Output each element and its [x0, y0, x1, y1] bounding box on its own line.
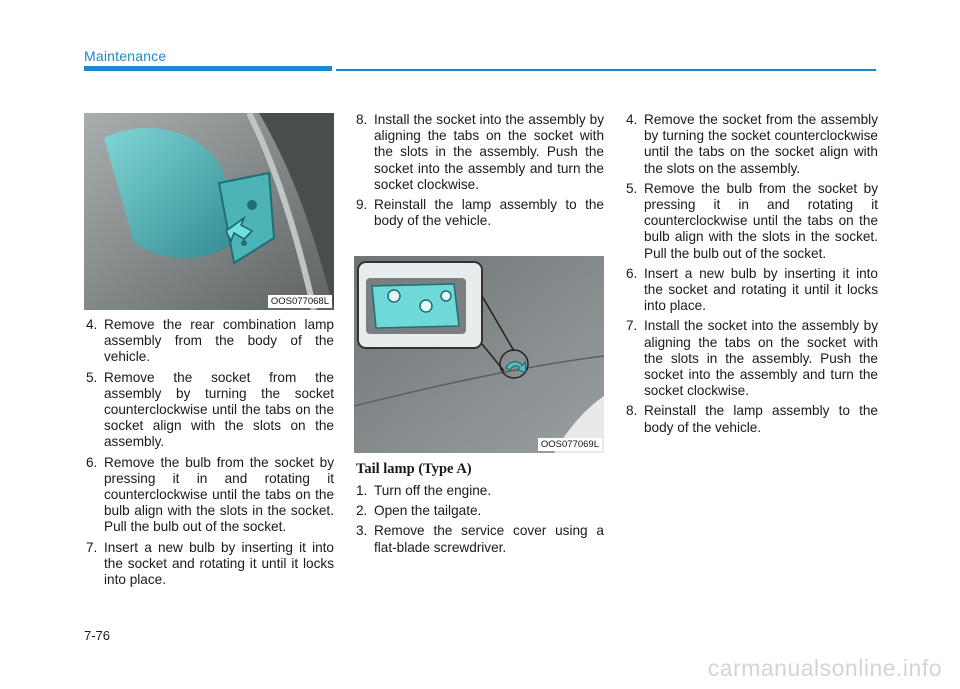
- figure-tail-lamp-cover: [354, 256, 604, 453]
- step-number: 8.: [626, 403, 638, 419]
- tail-lamp-section: [356, 461, 604, 560]
- step-number: 5.: [86, 369, 98, 385]
- step-text: Remove the rear combination lamp assembly from the body of the vehicle.: [104, 317, 334, 365]
- list-item: [356, 503, 604, 519]
- step-number: 6.: [86, 454, 98, 470]
- page-number: 7-76: [84, 628, 111, 643]
- list-item: [626, 181, 878, 262]
- figure-code: OOS077068L: [268, 295, 332, 308]
- header-rule-thin: [336, 69, 876, 71]
- list-item: [86, 540, 334, 589]
- step-number: 6.: [626, 265, 638, 281]
- step-number: 7.: [86, 539, 98, 555]
- list-item: [86, 370, 334, 451]
- step-number: 5.: [626, 180, 638, 196]
- list-item: [626, 266, 878, 315]
- step-number: 3.: [356, 523, 368, 539]
- steps-list-tail-lamp: [356, 483, 604, 556]
- step-number: 2.: [356, 503, 368, 519]
- section-title: Maintenance: [84, 48, 167, 64]
- list-item: [626, 318, 878, 399]
- section-heading: Tail lamp (Type A): [356, 461, 472, 477]
- figure-code: OOS077069L: [538, 438, 602, 451]
- steps-list-col1: [86, 317, 334, 592]
- step-number: 1.: [356, 483, 368, 498]
- step-text: Remove the bulb from the socket by pressing it in and rotating it counterclockwise until the tabs on the bulb align with the slots in the socket. Pull the bulb out of the socket.: [644, 180, 878, 261]
- step-number: 7.: [626, 318, 638, 334]
- step-text: Turn off the engine.: [374, 483, 492, 498]
- step-text: Insert a new bulb by inserting it into the socket and rotating it until it locks into place.: [644, 265, 878, 314]
- step-text: Reinstall the lamp assembly to the body of the vehicle.: [644, 403, 878, 435]
- list-item: [86, 455, 334, 536]
- list-item: [626, 112, 878, 177]
- steps-list-col3: [626, 112, 878, 440]
- tail-lamp-illustration: [354, 256, 604, 453]
- list-item: [626, 403, 878, 435]
- list-item: [86, 317, 334, 366]
- step-text: Reinstall the lamp assembly to the body of the vehicle.: [374, 197, 604, 229]
- step-text: Remove the socket from the assembly by turning the socket counterclockwise until the tabs on the socket align with the slots on the assembly.: [644, 112, 878, 176]
- steps-list-col2: [356, 112, 604, 233]
- list-item: [356, 523, 604, 555]
- step-number: 4.: [626, 112, 638, 127]
- step-number: 4.: [86, 317, 98, 332]
- list-item: [356, 112, 604, 193]
- step-text: Remove the bulb from the socket by pressing it in and rotating it counterclockwise until the tabs on the bulb align with the slots in the socket. Pull the bulb out of the socket.: [104, 454, 334, 535]
- step-text: Install the socket into the assembly by aligning the tabs on the socket with the slots in the assembly. Push the socket into the assembly and turn the socket clockwise.: [644, 318, 878, 399]
- step-number: 8.: [356, 112, 368, 127]
- step-text: Open the tailgate.: [374, 503, 482, 519]
- step-text: Remove the socket from the assembly by turning the socket counterclockwise until the tabs on the socket align with the slots on the assembly.: [104, 369, 334, 450]
- step-text: Install the socket into the assembly by aligning the tabs on the socket with the slots in the assembly. Push the socket into the assembly and turn the socket clockwise.: [374, 112, 604, 192]
- step-text: Insert a new bulb by inserting it into the socket and rotating it until it locks into place.: [104, 539, 334, 588]
- figure-rear-lamp-socket: [84, 113, 334, 310]
- list-item: [356, 197, 604, 229]
- rear-lamp-illustration: [84, 113, 334, 310]
- watermark: carmanualsonline.info: [707, 655, 942, 681]
- step-number: 9.: [356, 197, 368, 213]
- header-rule-thick: [84, 66, 332, 71]
- step-text: Remove the service cover using a flat-blade screwdriver.: [374, 523, 604, 555]
- list-item: [356, 483, 604, 499]
